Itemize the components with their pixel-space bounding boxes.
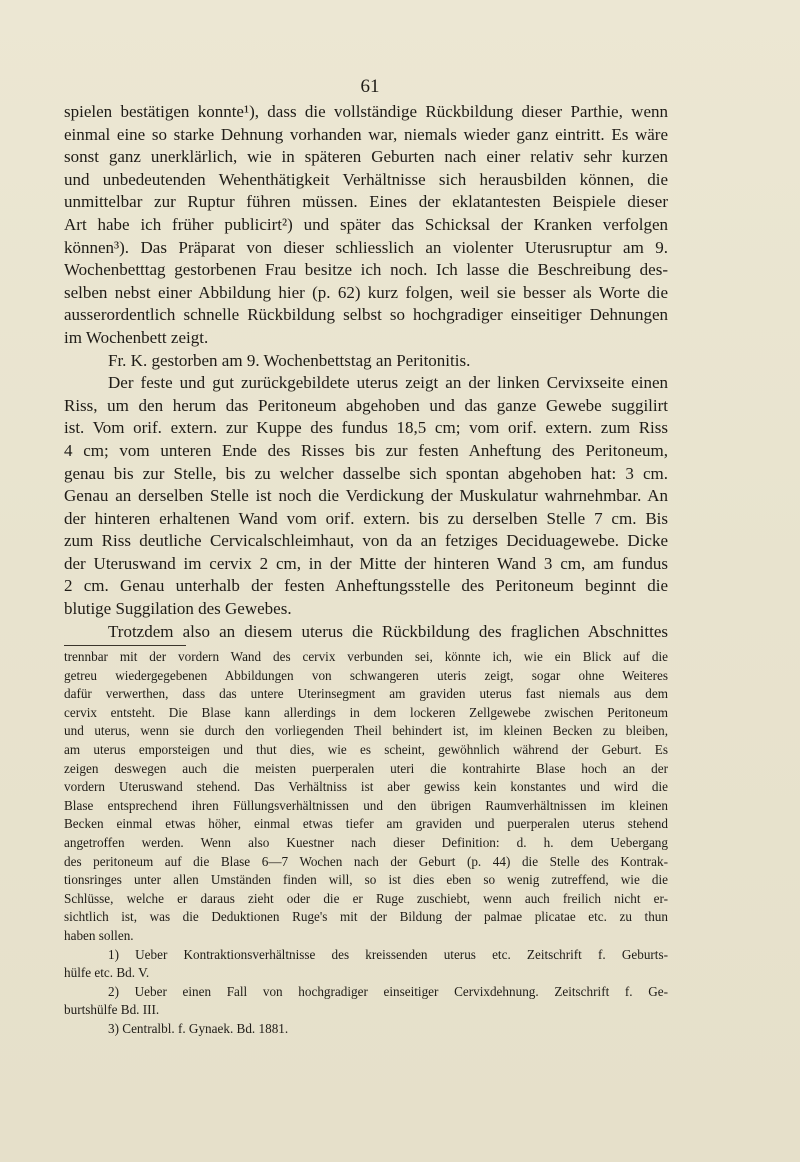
footnote-1: 1) Ueber Kontraktionsverhältnisse des kreissenden uterus etc. Zeitschrift f. Geburts- (108, 946, 668, 962)
note-line: haben sollen. (64, 927, 134, 943)
note-line: und uterus, wenn sie durch den vorliegenden Theil behindert ist, im kleinen Becken zu bleiben, (64, 723, 668, 739)
body-line: blutige Suggilation des Gewebes. (64, 599, 292, 619)
body-line: Riss, um den herum das Peritoneum abgehoben und das ganze Gewebe suggilirt (64, 395, 668, 415)
footnote-1-cont: hülfe etc. Bd. V. (64, 965, 150, 981)
body-line: ist. Vom orif. extern. zur Kuppe des fundus 18,5 cm; vom orif. extern. zum Riss (64, 418, 668, 438)
note-line: des peritoneum auf die Blase 6—7 Wochen nach der Geburt (p. 44) die Stelle des Kontrak- (64, 853, 668, 869)
body-line: der hinteren erhaltenen Wand vom orif. extern. bis zu derselben Stelle 7 cm. Bis (64, 508, 668, 528)
note-line: sichtlich ist, was die Deduktionen Ruge's mit der Bildung der palmae plicatae etc. zu thun (64, 909, 668, 925)
footnotes (64, 648, 668, 1038)
main-text (64, 101, 668, 643)
body-line: der Uteruswand im cervix 2 cm, in der Mitte der hinteren Wand 3 cm, am fundus (64, 553, 668, 573)
footnote-divider (64, 645, 186, 646)
note-line: vordern Uteruswand stehend. Das Verhältniss ist aber gewiss kein konstantes und wird die (64, 779, 668, 795)
note-line: Schlüsse, welche er daraus zieht oder die er Ruge zuschiebt, wenn auch freilich nicht er- (64, 890, 668, 906)
body-line: einmal eine so starke Dehnung vorhanden war, niemals wieder ganz eintritt. Es wäre (64, 124, 668, 144)
page-number: 61 (360, 76, 380, 97)
note-line: angetroffen werden. Wenn also Kuestner nach dieser Definition: d. h. dem Uebergang (64, 834, 668, 850)
body-line: können³). Das Präparat von dieser schliesslich an violenter Uterusruptur am 9. (64, 237, 668, 257)
body-line: Art habe ich früher publicirt²) und später das Schicksal der Kranken verfolgen (64, 214, 668, 234)
body-line: ausserordentlich schnelle Rückbildung selbst so hochgradiger einseitiger Dehnungen (64, 305, 668, 325)
body-line: sonst ganz unerklärlich, wie in späteren Geburten nach einer relativ sehr kurzen (64, 147, 668, 167)
note-line: dafür verwerthen, dass das untere Uterinsegment am graviden uterus fast niemals aus dem (64, 686, 668, 702)
body-line: 4 cm; vom unteren Ende des Risses bis zur festen Anheftung des Peritoneum, (64, 440, 668, 460)
body-line: Trotzdem also an diesem uterus die Rückbildung des fraglichen Abschnittes (108, 621, 668, 641)
body-line: Genau an derselben Stelle ist noch die Verdickung der Muskulatur wahrnehmbar. An (64, 486, 668, 506)
note-line: cervix entsteht. Die Blase kann allerdings in dem lockeren Zellgewebe zwischen Peritoneum (64, 704, 668, 720)
footnote-2-cont: burtshülfe Bd. III. (64, 1002, 160, 1018)
note-line: getreu wiedergegebenen Abbildungen von schwangeren uteris zeigt, sogar ohne Weiteres (64, 667, 668, 683)
body-line: unmittelbar zur Ruptur führen müssen. Eines der eklatantesten Beispiele dieser (64, 192, 668, 212)
case-heading: Fr. K. gestorben am 9. Wochenbettstag an Peritonitis. (108, 350, 471, 370)
body-line: selben nebst einer Abbildung hier (p. 62) kurz folgen, weil sie besser als Worte die (64, 282, 668, 302)
note-line: am uterus emporsteigen und thut dies, wie es scheint, gewöhnlich während der Geburt. Es (64, 741, 668, 757)
body-line: 2 cm. Genau unterhalb der festen Anheftungsstelle des Peritoneum beginnt die (64, 576, 668, 596)
body-line: Der feste und gut zurückgebildete uterus zeigt an der linken Cervixseite einen (108, 373, 668, 393)
note-line: zeigen deswegen auch die meisten puerperalen uteri die kontrahirte Blase hoch an der (64, 760, 668, 776)
note-line: Becken einmal etwas höher, einmal etwas tiefer am graviden und puerperalen uterus stehend (64, 816, 668, 832)
body-line: und unbedeutenden Wehenthätigkeit Verhältnisse sich herausbilden können, die (64, 169, 668, 189)
note-line: tionsringes unter allen Umständen finden will, so ist dies eben so wenig zutreffend, wie die (64, 872, 668, 888)
note-line: Blase entsprechend ihren Füllungsverhältnissen und den übrigen Raumverhältnissen im kleinen (64, 797, 668, 813)
body-line: zum Riss deutliche Cervicalschleimhaut, von da an fetziges Deciduagewebe. Dicke (64, 531, 668, 551)
footnote-3: 3) Centralbl. f. Gynaek. Bd. 1881. (108, 1020, 289, 1036)
note-line: trennbar mit der vordern Wand des cervix verbunden sei, könnte ich, wie ein Blick auf die (64, 649, 668, 664)
footnote-2: 2) Ueber einen Fall von hochgradiger einseitiger Cervixdehnung. Zeitschrift f. Ge- (108, 983, 668, 999)
body-line: genau bis zur Stelle, bis zu welcher dasselbe sich spontan abgehoben hat: 3 cm. (64, 463, 668, 483)
body-line: im Wochenbett zeigt. (64, 327, 209, 347)
body-line: spielen bestätigen konnte¹), dass die vollständige Rückbildung dieser Parthie, wenn (64, 102, 668, 121)
body-line: Wochenbetttag gestorbenen Frau besitze ich noch. Ich lasse die Beschreibung des- (64, 260, 668, 280)
